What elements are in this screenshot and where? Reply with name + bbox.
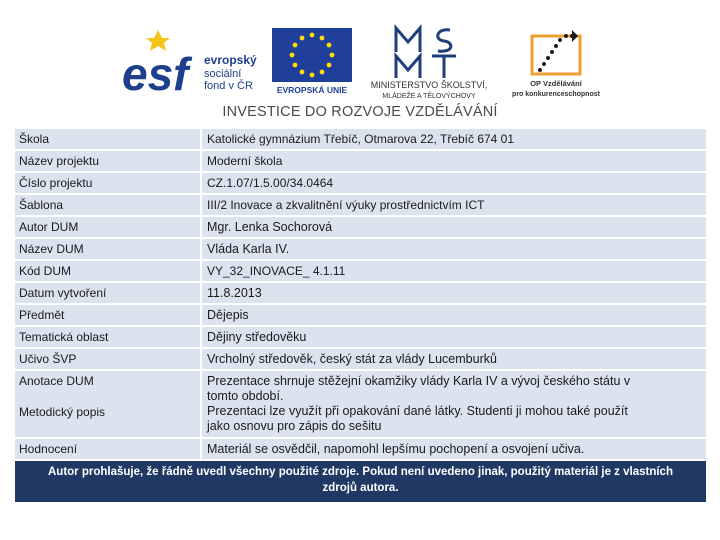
table-row bbox=[15, 327, 706, 347]
svg-text:esf: esf bbox=[122, 48, 189, 98]
row-value: Katolické gymnázium Třebíč, Otmarova 22, Třebíč 674 01 bbox=[207, 132, 515, 146]
footer-line: zdrojů autora. bbox=[322, 482, 399, 494]
investice-tagline: INVESTICE DO ROZVOJE VZDĚLÁVÁNÍ bbox=[222, 104, 498, 120]
eu-text: EVROPSKÁ UNIE bbox=[276, 85, 348, 95]
table-row bbox=[15, 217, 706, 237]
table-row bbox=[15, 261, 706, 281]
row-value: 11.8.2013 bbox=[207, 286, 262, 300]
row-label: Název projektu bbox=[15, 151, 202, 171]
esf-text-1: evropský bbox=[204, 53, 257, 67]
footer-line: Autor prohlašuje, že řádně uvedl všechny použité zdroje. Pokud není uvedeno jinak, použitý materiál je z vlastních bbox=[48, 466, 673, 478]
table-row bbox=[15, 129, 706, 149]
metodicky-label: Metodický popis bbox=[19, 405, 106, 419]
op-text-2: pro konkurenceschopnost bbox=[512, 91, 600, 98]
metodicky-line: jako osnovu pro zápis do sešitu bbox=[207, 419, 382, 433]
row-label: Předmět bbox=[15, 305, 202, 325]
table-row bbox=[15, 283, 706, 303]
logo-band bbox=[0, 0, 720, 128]
esf-logo bbox=[118, 22, 268, 98]
eu-flag-logo bbox=[268, 26, 356, 96]
row-label: Učivo ŠVP bbox=[15, 349, 202, 369]
row-value: Vláda Karla IV. bbox=[207, 242, 290, 256]
stack-values bbox=[202, 371, 706, 437]
row-value: Vrcholný středověk, český stát za vlády Lucemburků bbox=[207, 352, 497, 366]
anotace-line: tomto období. bbox=[207, 389, 284, 403]
row-value: III/2 Inovace a zkvalitnění výuky prostřednictvím ICT bbox=[207, 198, 485, 212]
row-value: Moderní škola bbox=[207, 154, 283, 168]
metodicky-line: Prezentaci lze využít při opakování dané látky. Studenti ji mohou také použít bbox=[207, 404, 628, 418]
row-label: Číslo projektu bbox=[15, 173, 202, 193]
anotace-line: Prezentace shrnuje stěžejní okamžiky vlády Karla IV a vývoj českého státu v bbox=[207, 374, 631, 388]
esf-text-3: fond v ČR bbox=[204, 80, 253, 92]
table-row bbox=[15, 173, 706, 193]
author-declaration-footer bbox=[15, 461, 706, 502]
row-value: Dějepis bbox=[207, 308, 249, 322]
op-vzdelavani-logo bbox=[502, 24, 610, 100]
msmt-logo bbox=[358, 22, 500, 102]
table-row bbox=[15, 239, 706, 259]
row-label: Autor DUM bbox=[15, 217, 202, 237]
row-label: Tematická oblast bbox=[15, 327, 202, 347]
anotace-metodicky-row bbox=[15, 371, 706, 437]
row-value: CZ.1.07/1.5.00/34.0464 bbox=[207, 176, 334, 190]
row-label: Kód DUM bbox=[15, 261, 202, 281]
msmt-text-1: MINISTERSTVO ŠKOLSTVÍ, bbox=[370, 80, 488, 90]
table-row bbox=[15, 305, 706, 325]
row-label: Hodnocení bbox=[15, 439, 202, 459]
table-row bbox=[15, 439, 706, 459]
row-value: Mgr. Lenka Sochorová bbox=[207, 220, 333, 234]
row-value: Materiál se osvědčil, napomohl lepšímu pochopení a osvojení učiva. bbox=[207, 442, 585, 456]
table-row bbox=[15, 195, 706, 215]
row-label: Datum vytvoření bbox=[15, 283, 202, 303]
row-value: Dějiny středověku bbox=[207, 330, 307, 344]
metadata-table bbox=[15, 129, 706, 502]
stack-labels bbox=[15, 371, 202, 437]
esf-text-2: sociální bbox=[204, 68, 242, 80]
row-label: Název DUM bbox=[15, 239, 202, 259]
row-label: Škola bbox=[15, 129, 202, 149]
table-row bbox=[15, 349, 706, 369]
anotace-label: Anotace DUM bbox=[19, 374, 94, 388]
row-value: VY_32_INOVACE_ 4.1.11 bbox=[207, 264, 346, 278]
msmt-text-2: MLÁDEŽE A TĚLOVÝCHOVY bbox=[382, 93, 476, 100]
op-text-1: OP Vzdělávání bbox=[530, 79, 582, 88]
table-row bbox=[15, 151, 706, 171]
row-label: Šablona bbox=[15, 195, 202, 215]
